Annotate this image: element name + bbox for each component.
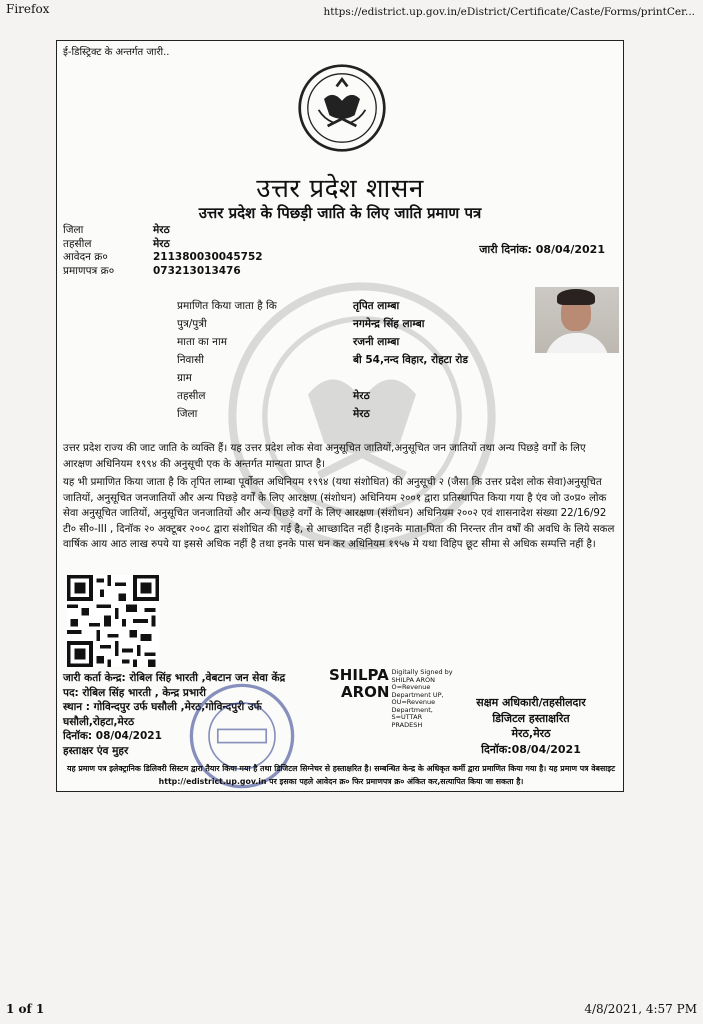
authority-date: दिनॉक:08/04/2021 <box>481 742 581 756</box>
meta-value: मेरठ <box>153 237 170 250</box>
browser-app-title: Firefox <box>6 2 50 16</box>
meta-value: मेरठ <box>153 224 170 236</box>
detail-value: मेरठ <box>353 408 370 420</box>
detail-label: तहसील <box>177 390 206 402</box>
meta-label: जिला <box>63 224 84 236</box>
detail-row <box>177 351 468 369</box>
digital-signature <box>329 667 453 729</box>
meta-label: आवेदन क्र० <box>63 251 108 263</box>
authority-block <box>451 695 611 757</box>
issuer-designation: पद: रोबिल सिंह भारती , केन्द्र प्रभारी <box>63 686 206 699</box>
meta-row <box>63 224 263 238</box>
authority-signed: डिजिटल हस्ताक्षरित <box>492 711 570 725</box>
meta-label: प्रमाणपत्र क्र० <box>63 264 115 277</box>
detail-row <box>177 387 468 405</box>
page-url: https://edistrict.up.gov.in/eDistrict/Certificate/Caste/Forms/printCer... <box>323 6 695 18</box>
up-govt-emblem-icon <box>297 63 387 153</box>
meta-row <box>63 238 263 252</box>
authority-title: सक्षम अधिकारी/तहसीलदार <box>476 696 586 709</box>
issuer-place-continued: घसौली,रोहटा,मेरठ <box>63 715 135 728</box>
detail-label: पुत्र/पुत्री <box>177 318 207 330</box>
issuer-signature-label: हस्ताक्षर एंव मुहर <box>63 744 129 757</box>
detail-row <box>177 297 468 315</box>
meta-row <box>63 265 263 279</box>
certification-paragraph: यह भी प्रमाणित किया जाता है कि तृपित लाम्बा पूर्वोक्त अधिनियम १९९४ (यथा संशोधित) की अनुसूची २ (जैसा कि उत्तर प्रदेश लोक सेवा)अनुसूचित जातियों, अनुसूचित जनजातियों और अन्य पिछड़े वर्गों के लिए आरक्षण (संशोधन) अधिनियम २००१ द्वारा प्रतिस्थापित किया गया है एंव जो उ०प्र० लोक सेवा अनुसूचित जातियों, अनुसूचित जनजातियों और अन्य पिछड़े वर्गों के लिए आरक्षण (संशोधन) अधिनियम २००२ एवं शासनादेश संख्या 22/16/92 टी० सी०-III , दिनॉक २० अक्टूबर २००८ द्वारा संशोधित की गई है, से आच्छादित नहीं है।इनके माता-पिता की निरन्तर तीन वर्षों की अवधि के लिये सकल वार्षिक आय आठ लाख रुपये या इससे अधिक नहीं है तथा इनके पास धन कर अधिनियम १९५७ मे यथा विहिप छूट सीमा से अधिक सम्पत्ति नहीं है। <box>63 477 615 550</box>
detail-label: निवासी <box>177 354 204 366</box>
meta-row <box>63 251 263 265</box>
meta-value: 073213013476 <box>153 264 241 277</box>
detail-row <box>177 315 468 333</box>
detail-label: प्रमाणित किया जाता है कि <box>177 300 277 312</box>
detail-value: तृपित लाम्बा <box>353 300 400 312</box>
detail-row <box>177 369 468 387</box>
certificate-title: उत्तर प्रदेश के पिछड़ी जाति के लिए जाति प्रमाण पत्र <box>198 204 482 222</box>
page-count: 1 of 1 <box>6 1002 45 1016</box>
signer-name-line2: ARON <box>341 683 390 701</box>
detail-value: मेरठ <box>353 390 370 402</box>
detail-row <box>177 333 468 351</box>
application-meta <box>63 224 263 278</box>
applicant-details <box>177 297 468 423</box>
print-timestamp: 4/8/2021, 4:57 PM <box>584 1002 697 1016</box>
certificate-document <box>56 40 624 792</box>
applicant-photo <box>535 287 619 353</box>
detail-label: जिला <box>177 408 198 420</box>
issuer-center: जारी कर्ता केन्द्र: रोबिल सिंह भारती ,वेबटान जन सेवा केंद्र <box>63 672 286 684</box>
detail-value: बी 54,नन्द विहार, रोहटा रोड <box>353 354 468 366</box>
signer-name-line1: SHILPA <box>329 666 389 684</box>
issued-by-line: ई-डिस्ट्रिक्ट के अन्तर्गत जारी.. <box>63 47 170 58</box>
meta-value: 211380030045752 <box>153 251 263 263</box>
issuer-place: स्थान : गोविन्दपुर उर्फ घसौली ,मेरठ,गोविन्दपुरी उर्फ <box>63 701 262 713</box>
issuer-date: दिनॉक: 08/04/2021 <box>63 730 162 742</box>
detail-label: ग्राम <box>177 372 192 384</box>
government-title: उत्तर प्रदेश शासन <box>256 174 424 204</box>
authority-place: मेरठ,मेरठ <box>511 727 551 740</box>
qr-code-icon <box>67 575 159 667</box>
issue-date: जारी दिनांक: 08/04/2021 <box>479 243 605 256</box>
detail-row <box>177 405 468 423</box>
meta-label: तहसील <box>63 237 92 250</box>
verification-note: यह प्रमाण पत्र इलेक्ट्रानिक डिलिवरी सिस्टम द्वारा तैयार किया गया है तथा डिजिटल सिग्नेचर से हस्ताक्षरित है। सम्बन्धित केन्द्र के अधिकृत कर्मी द्वारा प्रमाणित किया गया है। यह प्रमाण पत्र वेबसाइट http://edistrict.up.gov.in पर इसका पहले आवेदन क्र० फिर प्रमाणपत्र क्र० अंकित कर,सत्यापित किया जा सकता है। <box>66 764 616 786</box>
detail-value: नगमेन्द्र सिंह लाम्बा <box>353 318 425 330</box>
signature-details: Digitally Signed by SHILPA ARON O=Revenue Department UP, OU=Revenue Department, S=UTTAR PRADESH <box>391 668 453 729</box>
caste-paragraph: उत्तर प्रदेश राज्य की जाट जाति के व्यक्ति हैं। यह उत्तर प्रदेश लोक सेवा अनुसूचित जातियों,अनुसूचित जन जातियों तथा अन्य पिछड़े वर्गों के लिए आरक्षण अधिनियम १९९४ की अनुसूची एक के अन्तर्गत मान्यता प्राप्त है। <box>63 443 586 470</box>
detail-value: रजनी लाम्बा <box>353 336 400 348</box>
detail-label: माता का नाम <box>177 336 227 348</box>
